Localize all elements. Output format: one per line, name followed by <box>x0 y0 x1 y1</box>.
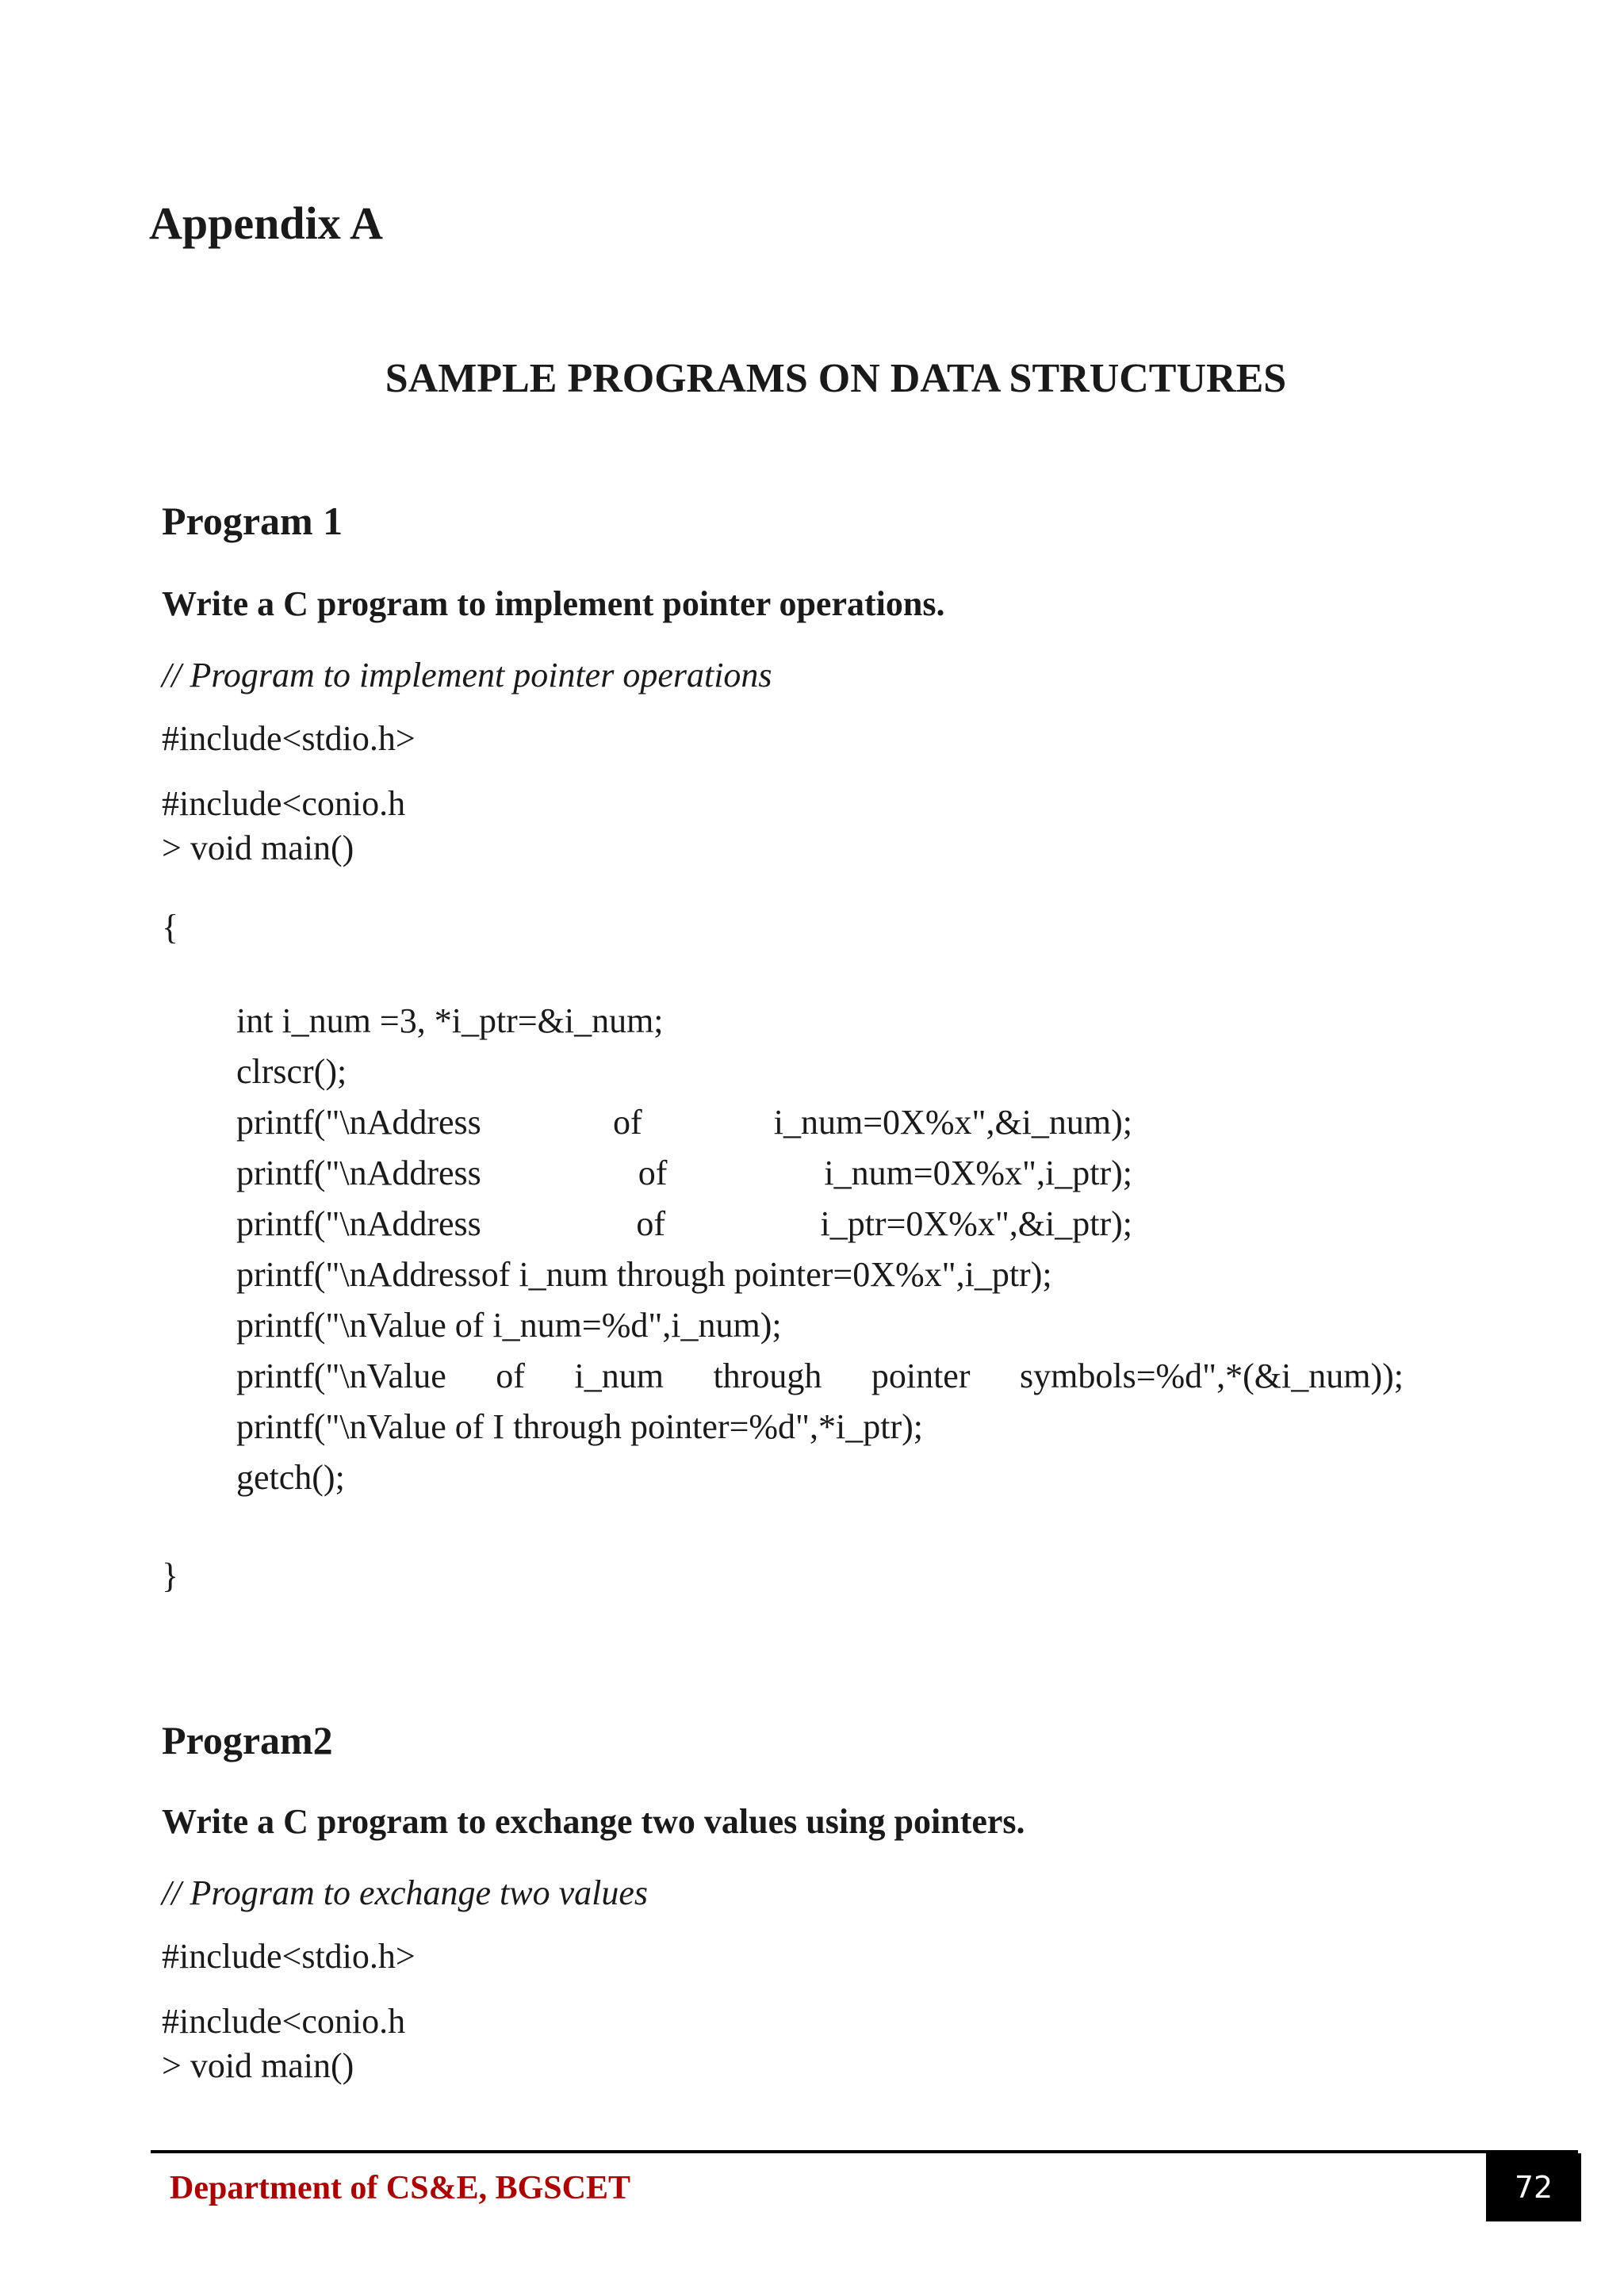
footer-department: Department of CS&E, BGSCET <box>170 2170 631 2206</box>
token: printf("\nAddress <box>236 1103 481 1142</box>
code-line-clrscr: clrscr(); <box>236 1052 347 1091</box>
token: of <box>638 1154 668 1192</box>
code-line-printf-value-3: printf("\nValue of I through pointer=%d",*i_ptr); <box>236 1407 923 1446</box>
include-conio: #include<conio.h <box>162 2002 406 2041</box>
main-signature: > void main() <box>162 828 354 867</box>
program-2-title: Program2 <box>162 1718 333 1762</box>
code-line-printf-address-1 <box>236 1102 1132 1142</box>
main-signature: > void main() <box>162 2046 354 2085</box>
program-1-comment: // Program to implement pointer operations <box>162 656 772 695</box>
code-line-printf-address-4: printf("\nAddressof i_num through pointer=0X%x",i_ptr); <box>236 1255 1052 1294</box>
program-2-task: Write a C program to exchange two values using pointers. <box>162 1802 1025 1841</box>
token: pointer <box>871 1357 971 1395</box>
token: through <box>713 1357 822 1395</box>
code-line-printf-value-1: printf("\nValue of i_num=%d",i_num); <box>236 1306 782 1345</box>
code-line-printf-address-2 <box>236 1153 1132 1193</box>
token: i_ptr=0X%x",&i_ptr); <box>820 1204 1132 1243</box>
token: i_num <box>574 1357 664 1395</box>
token: printf("\nValue <box>236 1357 446 1395</box>
include-stdio: #include<stdio.h> <box>162 1937 416 1976</box>
section-title: SAMPLE PROGRAMS ON DATA STRUCTURES <box>385 356 1287 401</box>
program-1-task: Write a C program to implement pointer operations. <box>162 584 945 623</box>
token: i_num=0X%x",i_ptr); <box>824 1154 1132 1192</box>
close-brace: } <box>162 1556 179 1595</box>
code-line-printf-address-3 <box>236 1203 1132 1244</box>
code-line-declaration: int i_num =3, *i_ptr=&i_num; <box>236 1001 664 1040</box>
token: of <box>496 1357 525 1395</box>
token: symbols=%d",*(&i_num)); <box>1020 1357 1404 1395</box>
token: printf("\nAddress <box>236 1204 481 1243</box>
token: i_num=0X%x",&i_num); <box>773 1103 1132 1142</box>
appendix-heading: Appendix A <box>149 197 383 249</box>
footer-rule <box>151 2150 1578 2153</box>
token: of <box>636 1204 665 1243</box>
token: of <box>612 1103 642 1142</box>
program-2-comment: // Program to exchange two values <box>162 1873 649 1912</box>
code-line-getch: getch(); <box>236 1458 345 1497</box>
token: printf("\nAddress <box>236 1154 481 1192</box>
include-stdio: #include<stdio.h> <box>162 719 416 758</box>
page-number: 72 <box>1486 2153 1581 2221</box>
program-1-title: Program 1 <box>162 499 343 543</box>
code-line-printf-value-2 <box>236 1356 1404 1396</box>
include-conio: #include<conio.h <box>162 784 406 823</box>
open-brace: { <box>162 908 179 947</box>
